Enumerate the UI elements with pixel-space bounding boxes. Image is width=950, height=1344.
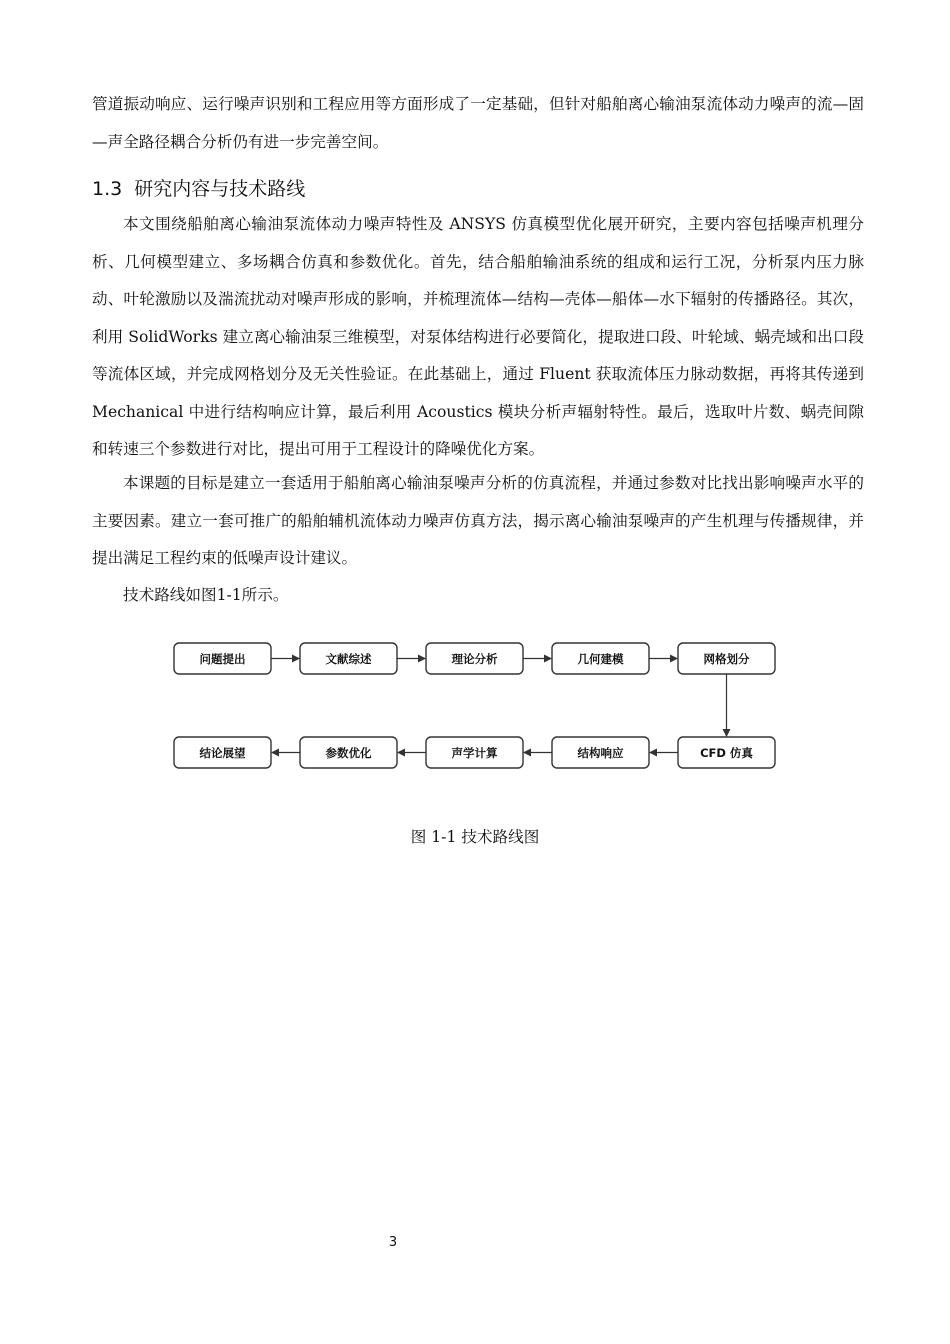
flow-node-problem: [174, 643, 271, 674]
flow-node-acoustics: [426, 737, 523, 768]
technical-roadmap-flowchart: [160, 630, 790, 780]
paragraph-roadmap-intro: 技术路线如图1-1所示。: [123, 586, 289, 604]
svg-text:文献综述: 文献综述: [325, 652, 372, 666]
flow-node-structure: [552, 737, 649, 768]
section-title: 研究内容与技术路线: [134, 178, 306, 200]
flow-node-mesh: [678, 643, 775, 674]
svg-text:CFD 仿真: CFD 仿真: [700, 746, 753, 760]
svg-text:问题提出: 问题提出: [199, 652, 246, 666]
flow-node-conclusion: [174, 737, 271, 768]
svg-text:几何建模: 几何建模: [577, 652, 624, 666]
svg-text:网格划分: 网格划分: [703, 652, 750, 666]
page-number: 3: [388, 1235, 398, 1250]
flow-node-geometry: [552, 643, 649, 674]
svg-text:声学计算: 声学计算: [451, 746, 498, 760]
paragraph-continued: 管道振动响应、运行噪声识别和工程应用等方面形成了一定基础，但针对船舶离心输油泵流体动力噪声的流—固—声全路径耦合分析仍有进一步完善空间。: [92, 95, 864, 151]
flow-node-literature: [300, 643, 397, 674]
svg-text:理论分析: 理论分析: [451, 652, 498, 666]
paragraph-research-content: 本文围绕船舶离心输油泵流体动力噪声特性及 ANSYS 仿真模型优化展开研究，主要内容包括噪声机理分析、几何模型建立、多场耦合仿真和参数优化。首先，结合船舶输油系统的组成和运行工况，分析泵内压力脉动、叶轮激励以及湍流扰动对噪声形成的影响，并梳理流体—结构—壳体—船体—水下辐射的传播路径。其次，利用 SolidWorks 建立离心输油泵三维模型，对泵体结构进行必要简化，提取进口段、叶轮域、蜗壳域和出口段等流体区域，并完成网格划分及无关性验证。在此基础上，通过 Fluent 获取流体压力脉动数据，再将其传递到 Mechanical 中进行结构响应计算，最后利用 Acoustics 模块分析声辐射特性。最后，选取叶片数、蜗壳间隙和转速三个参数进行对比，提出可用于工程设计的降噪优化方案。: [92, 215, 864, 458]
svg-text:结构响应: 结构响应: [577, 746, 624, 760]
paragraph-objective: 本课题的目标是建立一套适用于船舶离心输油泵噪声分析的仿真流程，并通过参数对比找出影响噪声水平的主要因素。建立一套可推广的船舶辅机流体动力噪声仿真方法，揭示离心输油泵噪声的产生机理与传播规律，并提出满足工程约束的低噪声设计建议。: [92, 474, 864, 567]
svg-text:结论展望: 结论展望: [199, 746, 246, 760]
figure-caption: 图 1-1 技术路线图: [410, 828, 540, 846]
section-heading: [92, 173, 305, 205]
section-number: 1.3: [92, 178, 123, 200]
flow-node-cfd: [678, 737, 775, 768]
svg-text:参数优化: 参数优化: [325, 746, 372, 760]
flow-node-optimization: [300, 737, 397, 768]
flow-node-theory: [426, 643, 523, 674]
